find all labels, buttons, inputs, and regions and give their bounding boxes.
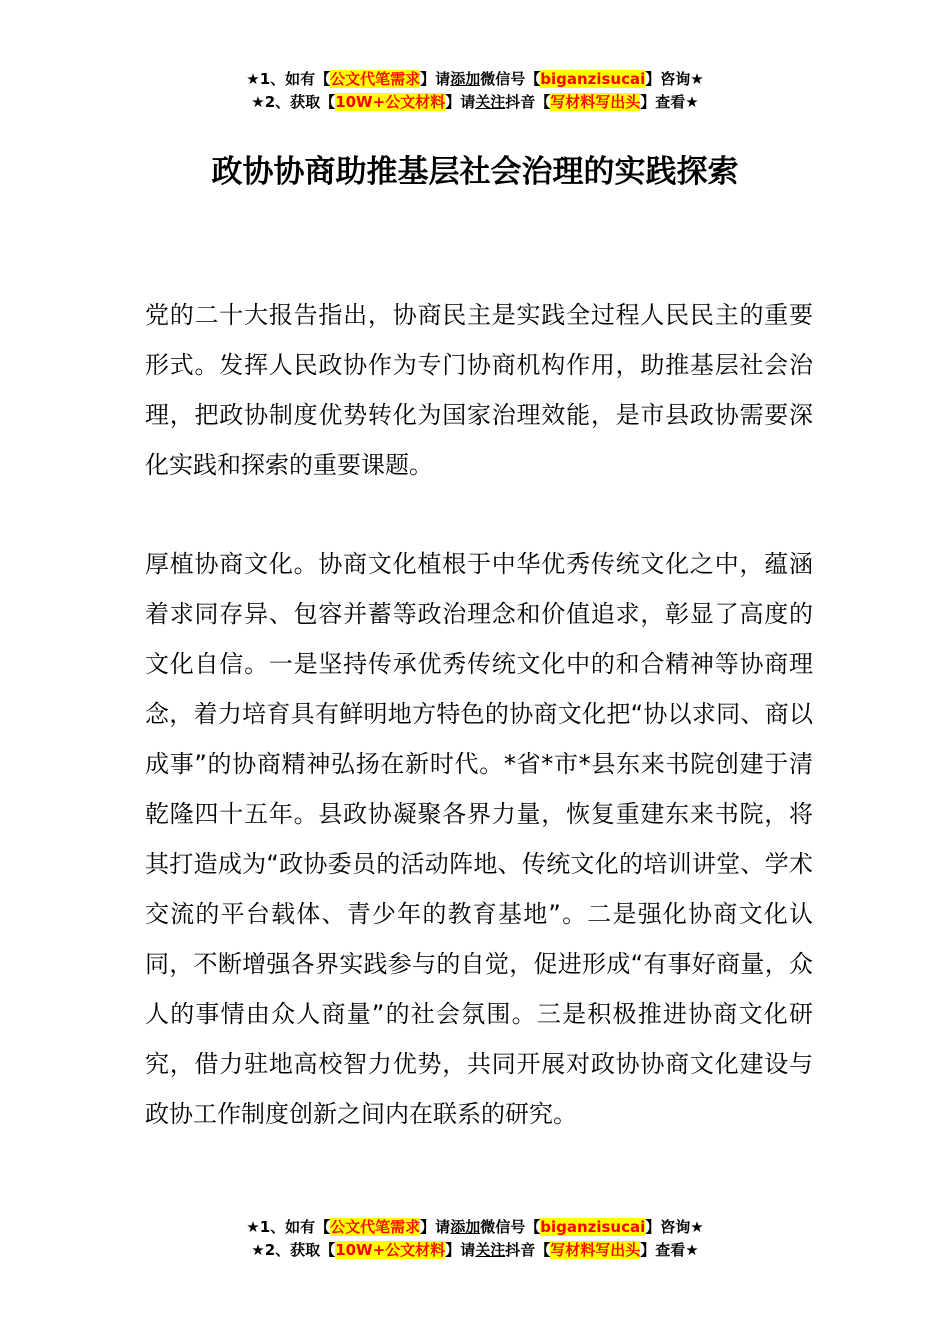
promo-line-1 (0, 68, 950, 91)
promo-highlight-materials: 10W+公文材料 (335, 93, 446, 111)
promo-highlight-douyin-account: 写材料写出头 (550, 93, 641, 111)
promo-underline-add: 添加 (450, 1218, 481, 1236)
promo-text: 】咨询★ (645, 1218, 704, 1236)
footer-promo-banner (0, 1216, 950, 1262)
promo-text: 】请 (445, 1241, 476, 1259)
promo-highlight-douyin-account: 写材料写出头 (550, 1241, 641, 1259)
promo-text: ★1、如有【 (246, 1218, 331, 1236)
promo-highlight-materials: 10W+公文材料 (335, 1241, 446, 1259)
header-promo-banner (0, 68, 950, 114)
promo-text: 抖音【 (505, 1241, 551, 1259)
promo-text: 】查看★ (640, 1241, 699, 1259)
body-paragraph-intro: 党的二十大报告指出，协商民主是实践全过程人民民主的重要形式。发挥人民政协作为专门协商机构作用，助推基层社会治理，把政协制度优势转化为国家治理效能，是市县政协需要深化实践和探索的重要课题。 (145, 301, 813, 479)
promo-underline-add: 添加 (450, 70, 481, 88)
promo-text: 】请 (420, 1218, 451, 1236)
promo-line-2 (0, 1239, 950, 1262)
promo-text: 】请 (445, 93, 476, 111)
promo-highlight-wechat-id: biganzisucai (540, 1218, 646, 1236)
promo-highlight-service: 公文代笔需求 (330, 70, 421, 88)
promo-text: ★2、获取【 (251, 1241, 336, 1259)
promo-underline-follow: 关注 (475, 1241, 506, 1259)
promo-text: 】咨询★ (645, 70, 704, 88)
promo-highlight-wechat-id: biganzisucai (540, 70, 646, 88)
promo-line-2 (0, 91, 950, 114)
promo-text: 】查看★ (640, 93, 699, 111)
promo-text: 】请 (420, 70, 451, 88)
promo-text: ★1、如有【 (246, 70, 331, 88)
promo-highlight-service: 公文代笔需求 (330, 1218, 421, 1236)
document-title: 政协协商助推基层社会治理的实践探索 (211, 154, 739, 190)
promo-text: 抖音【 (505, 93, 551, 111)
promo-text: 微信号【 (480, 70, 541, 88)
promo-text: ★2、获取【 (251, 93, 336, 111)
promo-underline-follow: 关注 (475, 93, 506, 111)
promo-line-1 (0, 1216, 950, 1239)
body-paragraph-culture: 厚植协商文化。协商文化植根于中华优秀传统文化之中，蕴涵着求同存异、包容并蓄等政治理念和价值追求，彰显了高度的文化自信。一是坚持传承优秀传统文化中的和合精神等协商理念，着力培育具有鲜明地方特色的协商文化把“协以求同、商以成事”的协商精神弘扬在新时代。*省*市*县东来书院创建于清乾隆四十五年。县政协凝聚各界力量，恢复重建东来书院，将其打造成为“政协委员的活动阵地、传统文化的培训讲堂、学术交流的平台载体、青少年的教育基地”。二是强化协商文化认同，不断增强各界实践参与的自觉，促进形成“有事好商量，众人的事情由众人商量”的社会氛围。三是积极推进协商文化研究，借力驻地高校智力优势，共同开展对政协协商文化建设与政协工作制度创新之间内在联系的研究。 (145, 550, 813, 1128)
promo-text: 微信号【 (480, 1218, 541, 1236)
